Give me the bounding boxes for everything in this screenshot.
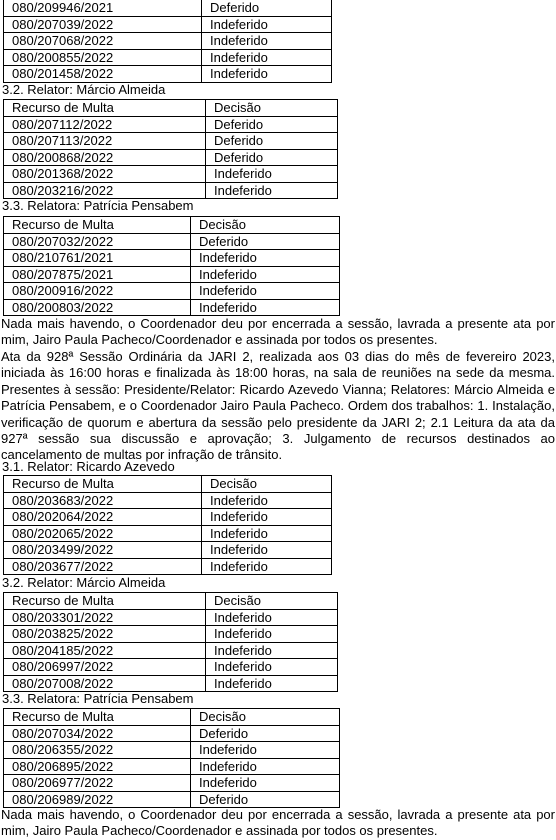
column-header-decisao: Decisão bbox=[191, 217, 340, 234]
recurso-number-cell: 080/202065/2022 bbox=[4, 525, 202, 542]
decision-cell: Indeferido bbox=[191, 775, 340, 792]
decision-cell: Indeferido bbox=[206, 659, 338, 676]
column-header-decisao: Decisão bbox=[206, 593, 338, 610]
decision-cell: Indeferido bbox=[202, 49, 332, 66]
recurso-number-cell: 080/207034/2022 bbox=[4, 725, 191, 742]
decision-cell: Deferido bbox=[206, 133, 338, 150]
decision-cell: Deferido bbox=[206, 116, 338, 133]
recurso-number-cell: 080/209946/2021 bbox=[4, 0, 202, 16]
recurso-number-cell: 080/206895/2022 bbox=[4, 758, 191, 775]
table-row bbox=[4, 66, 332, 83]
recurso-number-cell: 080/203216/2022 bbox=[4, 182, 206, 199]
decision-table-b-3-1 bbox=[3, 475, 332, 575]
decision-cell: Indeferido bbox=[191, 299, 340, 316]
recurso-number-cell: 080/207032/2022 bbox=[4, 233, 191, 250]
table-row bbox=[4, 49, 332, 66]
table-row bbox=[4, 509, 332, 526]
recurso-number-cell: 080/207068/2022 bbox=[4, 33, 202, 50]
recurso-number-cell: 080/210761/2021 bbox=[4, 250, 191, 267]
section-heading-3-3: 3.3. Relatora: Patrícia Pensabem bbox=[2, 198, 194, 213]
decision-cell: Indeferido bbox=[202, 16, 332, 33]
column-header-recurso: Recurso de Multa bbox=[4, 217, 191, 234]
table-row bbox=[4, 166, 338, 183]
section-heading-3-2: 3.2. Relator: Márcio Almeida bbox=[2, 82, 166, 97]
decision-table-b-3-2 bbox=[3, 592, 338, 692]
recurso-number-cell: 080/203499/2022 bbox=[4, 542, 202, 559]
decision-cell: Indeferido bbox=[202, 492, 332, 509]
column-header-recurso: Recurso de Multa bbox=[4, 709, 191, 726]
table-header-row bbox=[4, 100, 338, 117]
decision-cell: Deferido bbox=[191, 233, 340, 250]
table-row bbox=[4, 626, 338, 643]
table-row bbox=[4, 250, 340, 267]
decision-cell: Indeferido bbox=[202, 558, 332, 575]
session-intro-paragraph: Ata da 928ª Sessão Ordinária da JARI 2, realizada aos 03 dias do mês de fevereiro 2023, iniciada às 16:00 horas e finalizada às 18:00 horas, na sala de reuniões na sede da mesma. Presentes à sessão: Presidente/Relator: Ricardo Azevedo Vianna; Relatores: Márcio Almeida e Patrícia Pensabem, e o Coordenador Jairo Paula Pacheco. Ordem dos trabalhos: 1. Instalação, verificação de quorum e abertura da sessão pelo presidente da JARI 2; 2.1 Leitura da ata da 927ª sessão sua discussão e aprovação; 3. Julgamento de recursos destinados ao cancelamento de multas por infração de trânsito. bbox=[1, 349, 555, 463]
closing-paragraph-a: Nada mais havendo, o Coordenador deu por encerrada a sessão, lavrada a presente ata por mim, Jairo Paula Pacheco/Coordenador e assinada por todos os presentes. bbox=[1, 316, 555, 348]
table-header-row bbox=[4, 709, 340, 726]
table-header-row bbox=[4, 593, 338, 610]
table-row bbox=[4, 182, 338, 199]
table-row bbox=[4, 33, 332, 50]
table-row bbox=[4, 0, 332, 16]
recurso-number-cell: 080/200916/2022 bbox=[4, 283, 191, 300]
decision-table-3-2 bbox=[3, 99, 338, 199]
table-row bbox=[4, 791, 340, 808]
recurso-number-cell: 080/200803/2022 bbox=[4, 299, 191, 316]
table-row bbox=[4, 16, 332, 33]
decision-cell: Indeferido bbox=[206, 182, 338, 199]
recurso-number-cell: 080/202064/2022 bbox=[4, 509, 202, 526]
table-row bbox=[4, 149, 338, 166]
recurso-number-cell: 080/207113/2022 bbox=[4, 133, 206, 150]
table-row bbox=[4, 558, 332, 575]
column-header-decisao: Decisão bbox=[191, 709, 340, 726]
table-row bbox=[4, 542, 332, 559]
table-row bbox=[4, 758, 340, 775]
section-heading-b-3-3: 3.3. Relatora: Patrícia Pensabem bbox=[2, 691, 194, 706]
decision-cell: Indeferido bbox=[202, 509, 332, 526]
decision-cell: Indeferido bbox=[191, 742, 340, 759]
recurso-number-cell: 080/203683/2022 bbox=[4, 492, 202, 509]
table-row bbox=[4, 492, 332, 509]
decision-cell: Indeferido bbox=[202, 542, 332, 559]
column-header-decisao: Decisão bbox=[206, 100, 338, 117]
recurso-number-cell: 080/206989/2022 bbox=[4, 791, 191, 808]
recurso-number-cell: 080/206355/2022 bbox=[4, 742, 191, 759]
recurso-number-cell: 080/206977/2022 bbox=[4, 775, 191, 792]
recurso-number-cell: 080/207008/2022 bbox=[4, 675, 206, 692]
decision-cell: Deferido bbox=[191, 725, 340, 742]
recurso-number-cell: 080/204185/2022 bbox=[4, 642, 206, 659]
decision-cell: Indeferido bbox=[206, 166, 338, 183]
decision-cell: Indeferido bbox=[206, 642, 338, 659]
table-row bbox=[4, 725, 340, 742]
table-row bbox=[4, 659, 338, 676]
column-header-decisao: Decisão bbox=[202, 476, 332, 493]
table-row bbox=[4, 642, 338, 659]
decision-cell: Indeferido bbox=[202, 525, 332, 542]
recurso-number-cell: 080/203301/2022 bbox=[4, 609, 206, 626]
recurso-number-cell: 080/206997/2022 bbox=[4, 659, 206, 676]
section-heading-b-3-2: 3.2. Relator: Márcio Almeida bbox=[2, 575, 166, 590]
decision-cell: Indeferido bbox=[206, 609, 338, 626]
decision-cell: Indeferido bbox=[206, 675, 338, 692]
decision-cell: Indeferido bbox=[202, 66, 332, 83]
decision-cell: Deferido bbox=[202, 0, 332, 16]
recurso-number-cell: 080/200868/2022 bbox=[4, 149, 206, 166]
section-heading-3-1: 3.1. Relator: Ricardo Azevedo bbox=[2, 459, 175, 474]
decision-cell: Indeferido bbox=[206, 626, 338, 643]
decision-table-3-3 bbox=[3, 216, 340, 316]
column-header-recurso: Recurso de Multa bbox=[4, 100, 206, 117]
table-row bbox=[4, 133, 338, 150]
recurso-number-cell: 080/203825/2022 bbox=[4, 626, 206, 643]
decision-cell: Indeferido bbox=[191, 250, 340, 267]
column-header-recurso: Recurso de Multa bbox=[4, 476, 202, 493]
decision-cell: Deferido bbox=[206, 149, 338, 166]
recurso-number-cell: 080/201368/2022 bbox=[4, 166, 206, 183]
table-header-row bbox=[4, 476, 332, 493]
table-row bbox=[4, 675, 338, 692]
table-row bbox=[4, 116, 338, 133]
decision-cell: Indeferido bbox=[191, 266, 340, 283]
table-row bbox=[4, 299, 340, 316]
table-row bbox=[4, 266, 340, 283]
table-row bbox=[4, 775, 340, 792]
recurso-number-cell: 080/207112/2022 bbox=[4, 116, 206, 133]
decision-cell: Indeferido bbox=[202, 33, 332, 50]
column-header-recurso: Recurso de Multa bbox=[4, 593, 206, 610]
table-row bbox=[4, 283, 340, 300]
decision-cell: Deferido bbox=[191, 791, 340, 808]
decision-table-top bbox=[3, 0, 332, 83]
recurso-number-cell: 080/207875/2021 bbox=[4, 266, 191, 283]
table-header-row bbox=[4, 217, 340, 234]
recurso-number-cell: 080/201458/2022 bbox=[4, 66, 202, 83]
recurso-number-cell: 080/207039/2022 bbox=[4, 16, 202, 33]
table-row bbox=[4, 525, 332, 542]
table-row bbox=[4, 609, 338, 626]
decision-table-b-3-3 bbox=[3, 708, 340, 808]
decision-cell: Indeferido bbox=[191, 283, 340, 300]
table-row bbox=[4, 742, 340, 759]
decision-cell: Indeferido bbox=[191, 758, 340, 775]
table-row bbox=[4, 233, 340, 250]
closing-paragraph-b: Nada mais havendo, o Coordenador deu por encerrada a sessão, lavrada a presente ata por mim, Jairo Paula Pacheco/Coordenador e assinada por todos os presentes. bbox=[1, 807, 555, 839]
recurso-number-cell: 080/200855/2022 bbox=[4, 49, 202, 66]
recurso-number-cell: 080/203677/2022 bbox=[4, 558, 202, 575]
